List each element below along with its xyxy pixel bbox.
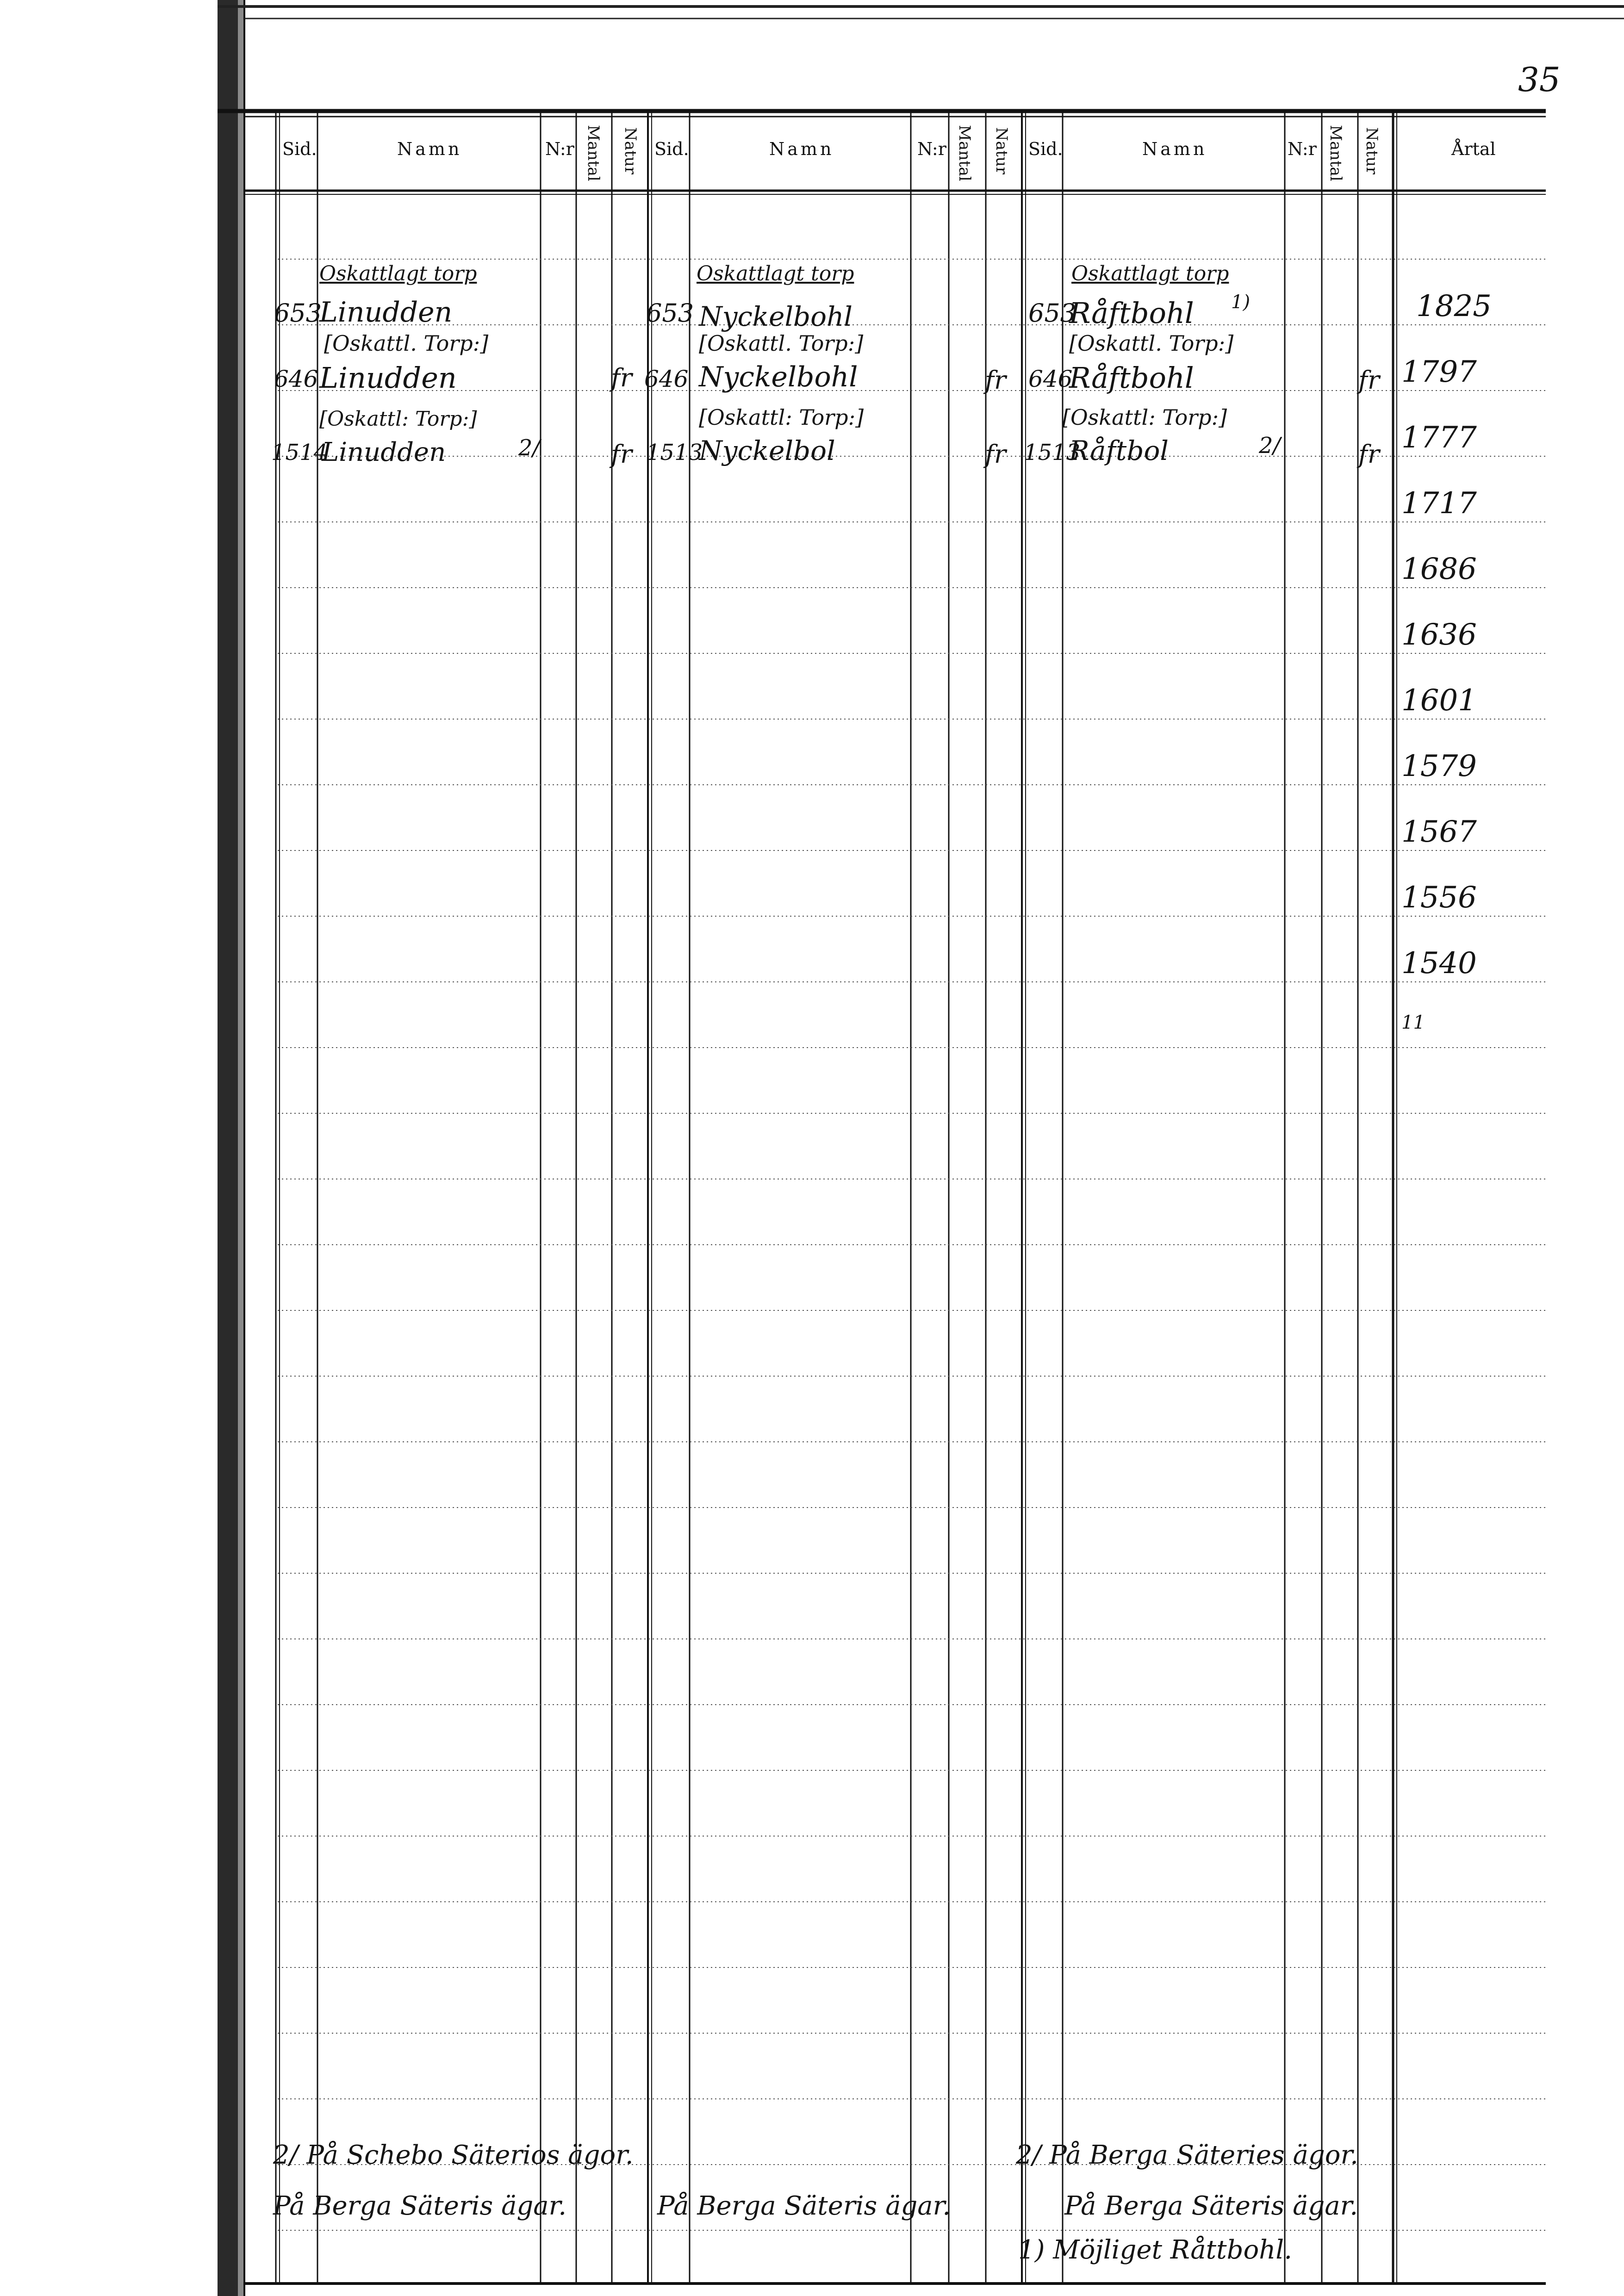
category-label-1: Oskattlagt torp — [319, 262, 477, 285]
page-number: 35 — [1518, 60, 1561, 99]
entry-3-2-note: [Oskattl. Torp:] — [1069, 331, 1234, 356]
header-namn-3: Namn — [1142, 139, 1207, 159]
year-0: 1825 — [1416, 289, 1492, 323]
footnote-3-2: På Berga Säteris ägar. — [1064, 2191, 1358, 2221]
year-7: 1579 — [1401, 749, 1477, 783]
footnote-3-1: 2/ På Berga Säteries ägor. — [1016, 2140, 1358, 2170]
header-natur-2: Natur — [992, 127, 1011, 174]
entry-2-3-note: [Oskattl: Torp:] — [699, 405, 864, 430]
entry-1-3-name: Linudden — [322, 437, 446, 467]
header-mantal-1: Mantal — [584, 125, 603, 181]
entry-3-2-natur: fr — [1358, 366, 1380, 395]
entry-1-2-note: [Oskattl. Torp:] — [324, 331, 489, 356]
entry-3-1-name: Råftbohl — [1069, 296, 1194, 330]
entry-3-2-sid: 646 — [1028, 366, 1073, 392]
entry-1-1-sid: 653 — [274, 298, 322, 328]
entry-2-2-note: [Oskattl. Torp:] — [699, 331, 864, 356]
header-nr-2: N:r — [917, 139, 946, 159]
header-natur-1: Natur — [621, 127, 640, 174]
entry-3-3-name: Råftbol — [1069, 435, 1169, 466]
entry-3-3-sid: 1513 — [1024, 440, 1081, 465]
entry-2-3-sid: 1513 — [646, 440, 703, 465]
year-10: 1540 — [1401, 946, 1477, 980]
year-6: 1601 — [1401, 683, 1477, 718]
entry-1-3-natur: fr — [611, 440, 632, 469]
header-sid-3: Sid. — [1028, 139, 1063, 159]
header-sid-1: Sid. — [282, 139, 317, 159]
entry-2-3-name: Nyckelbol — [699, 435, 835, 466]
header-natur-3: Natur — [1363, 127, 1381, 174]
category-label-2: Oskattlagt torp — [697, 262, 854, 285]
entry-1-1-name: Linudden — [319, 296, 453, 329]
entry-2-2-natur: fr — [985, 366, 1006, 395]
entry-1-2-natur: fr — [611, 363, 632, 392]
entry-3-3-mark: 2/ — [1259, 433, 1281, 459]
header-nr-3: N:r — [1288, 139, 1317, 159]
entry-2-3-natur: fr — [985, 440, 1006, 469]
entry-1-2-sid: 646 — [274, 366, 318, 392]
entry-1-3-sid: 1514 — [271, 440, 328, 465]
entry-2-1-name: Nyckelbohl — [699, 301, 852, 332]
entry-1-3-mark: 2/ — [518, 435, 540, 461]
header-artal: Årtal — [1451, 139, 1496, 159]
header-namn-2: Namn — [769, 139, 834, 159]
header-namn-1: Namn — [397, 139, 462, 159]
footnote-1-2: På Berga Säteris ägar. — [273, 2191, 567, 2221]
header-nr-1: N:r — [545, 139, 574, 159]
footnote-1-1: 2/ På Schebo Säterios ägor. — [273, 2140, 634, 2170]
year-5: 1636 — [1401, 618, 1477, 652]
year-8: 1567 — [1401, 815, 1477, 849]
footnote-3-3: 1) Möjliget Råttbohl. — [1018, 2235, 1292, 2265]
entry-2-1-sid: 653 — [646, 298, 694, 328]
year-3: 1717 — [1401, 486, 1477, 521]
year-2: 1777 — [1401, 421, 1477, 455]
category-label-3: Oskattlagt torp — [1071, 262, 1229, 285]
entry-2-2-name: Nyckelbohl — [699, 361, 858, 393]
header-mantal-3: Mantal — [1326, 125, 1345, 181]
year-1: 1797 — [1401, 355, 1477, 389]
year-9: 1556 — [1401, 881, 1477, 915]
header-mantal-2: Mantal — [955, 125, 974, 181]
year-11: 11 — [1401, 1012, 1425, 1033]
entry-3-3-note: [Oskattl: Torp:] — [1062, 405, 1227, 430]
entry-1-3-note: [Oskattl: Torp:] — [319, 407, 477, 431]
entry-1-2-name: Linudden — [319, 361, 457, 395]
entry-3-1-mark: 1) — [1231, 292, 1251, 313]
footnote-2-1: På Berga Säteris ägar. — [657, 2191, 951, 2221]
header-sid-2: Sid. — [654, 139, 689, 159]
entry-3-3-natur: fr — [1358, 440, 1380, 469]
entry-2-2-sid: 646 — [644, 366, 689, 392]
year-4: 1686 — [1401, 552, 1477, 586]
entry-3-1-sid: 653 — [1028, 298, 1076, 328]
entry-3-2-name: Råftbohl — [1069, 361, 1194, 395]
